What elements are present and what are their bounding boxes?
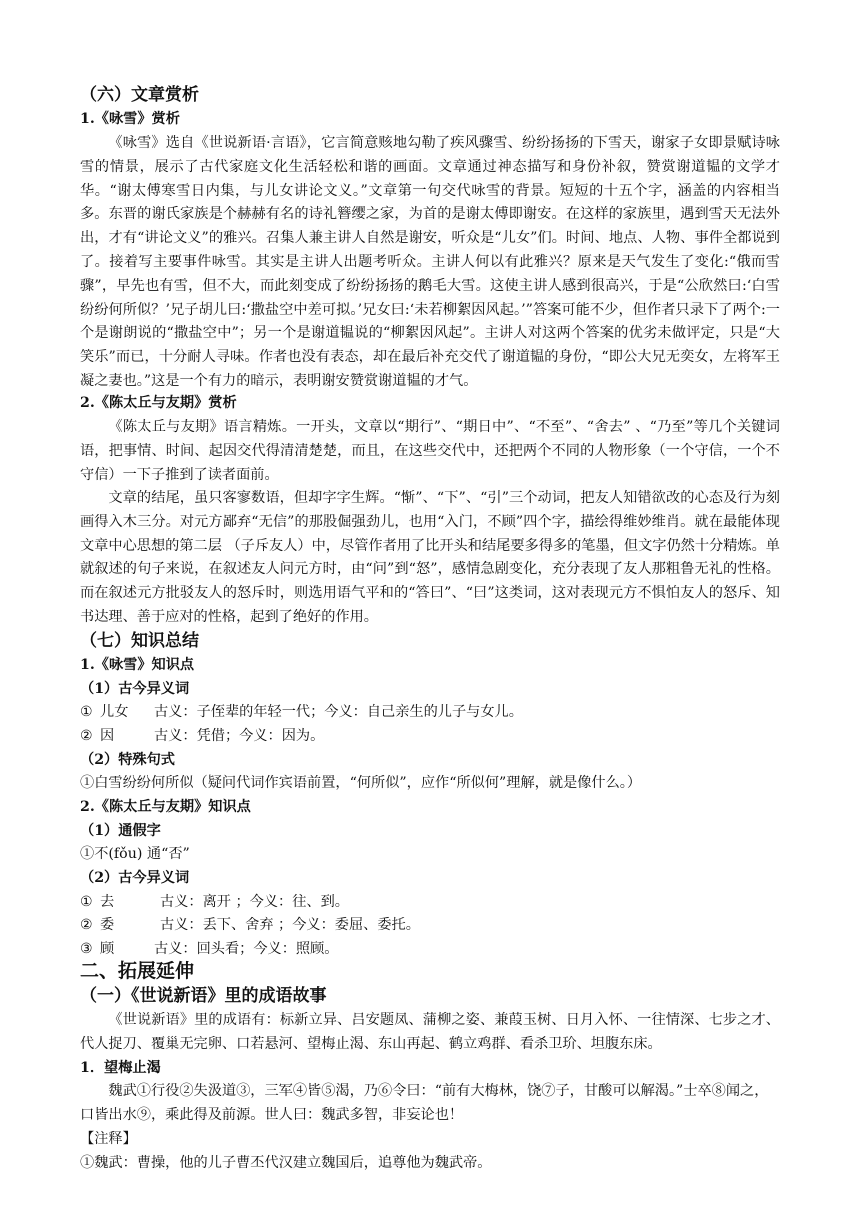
list-item: ①白雪纷纷何所似（疑问代词作宾语前置，“何所似”，应作“所似何”理解，就是像什么。） [80,775,642,791]
subheading-chentaiqiu-appreciation: 2.《陈太丘与友期》赏析 [80,395,237,411]
item-number: ② [80,728,93,744]
item-word: 因 [100,728,115,744]
subheading-idiom-stories: （一）《世说新语》里的成语故事 [80,986,327,1006]
subheading-ancient-modern-meanings: （1）古今异义词 [80,681,190,697]
story-line: 魏武①行役②失汲道③，三军④皆⑤渴，乃⑥令曰：“前有大梅林，饶⑦子，甘酸可以解渴。”士卒⑧闻之， [108,1083,769,1099]
item-definition: 古义：凭借；今义：因为。 [154,728,325,744]
item-definition: 古义：离开 ；今义：往、到。 [160,894,349,910]
list-item [80,725,780,749]
item-number: ③ [80,941,93,957]
list-item [80,891,780,915]
notes-label: 【注释】 [80,1131,137,1147]
section-heading-appreciation: （六）文章赏析 [80,85,199,105]
note-item: ①魏武：曹操，他的儿子曹丕代汉建立魏国后，追尊他为魏武帝。 [80,1155,492,1171]
item-number: ① [80,704,93,720]
subheading-yongxue-appreciation: 1.《咏雪》赏析 [80,111,180,127]
list-item [80,701,780,725]
paragraph-chentaiqiu-intro: 《陈太丘与友期》语言精炼。一开头，文章以“期行”、“期日中”、“不至”、“舍去” 、“乃至”等几个关键词语，把事情、时间、起因交代得清清楚楚，而且，在这些交代中，还把两个不同的人物形象（一个守信，一个不守信）一下子推到了读者面前。 [80,419,780,483]
subheading-interchangeable-char: （1）通假字 [80,823,161,839]
item-definition: 古义：子侄辈的年轻一代；今义：自己亲生的儿子与女儿。 [154,704,523,720]
section-heading-knowledge-summary: （七）知识总结 [80,631,199,651]
list-item [80,938,780,962]
subheading-ancient-modern-meanings-2: （2）古今异义词 [80,870,190,886]
paragraph-chentaiqiu-ending: 文章的结尾，虽只客寥数语，但却字字生辉。“惭”、“下”、“引”三个动词，把友人知错欲改的心态及行为刻画得入木三分。对元方鄙弃“无信”的那股倔强劲儿，也用“入门，不顾”四个字，描绘得维妙维肖。就在最能体现文章中心思想的第二层 （子斥友人）中，尽管作者用了比开头和结尾要多得多的笔墨，但文字仍然十分精炼。单就叙述的句子来说，在叙述友人问元方时，由“问”到“怒”，感情急剧变化，充分表现了友人那粗鲁无礼的性格。而在叙述元方批驳友人的怒斥时，则选用语气平和的“答曰”、“曰”这类词，这对表现元方不惧怕友人的怒斥、知书达理、善于应对的性格，起到了绝好的作用。 [80,490,780,625]
item-number: ② [80,917,93,933]
list-item: ①不(fǒu) 通“否” [80,846,190,862]
section-heading-extension: 二、拓展延伸 [80,960,195,982]
item-number: ① [80,894,93,910]
item-word: 顾 [100,941,115,957]
paragraph-yongxue-appreciation: 《咏雪》选自《世说新语·言语》，它言简意赅地勾勒了疾风骤雪、纷纷扬扬的下雪天，谢家子女即景赋诗咏雪的情景，展示了古代家庭文化生活轻松和谐的画面。文章通过神态描写和身份补叙，赞赏谢道韫的文学才华。“谢太傅寒雪日内集，与儿女讲论文义。”文章第一句交代咏雪的背景。短短的十五个字，涵盖的内容相当多。东晋的谢氏家族是个赫赫有名的诗礼簪缨之家，为首的是谢太傅即谢安。在这样的家族里，遇到雪天无法外出，才有“讲论文义”的雅兴。召集人兼主讲人自然是谢安，听众是“儿女”们。时间、地点、人物、事件全都说到了。接着写主要事件咏雪。其实是主讲人出题考听众。主讲人何以有此雅兴？原来是天气发生了变化:“俄而雪骤”，早先也有雪，但不大，而此刻变成了纷纷扬扬的鹅毛大雪。这使主讲人感到很高兴，于是“公欣然曰:‘白雪纷纷何所似？’兄子胡儿曰:‘撒盐空中差可拟。’兄女曰:‘未若柳絮因风起。’”答案可能不少，但作者只录下了两个:一个是谢朗说的“撒盐空中”；另一个是谢道韫说的“柳絮因风起”。主讲人对这两个答案的优劣未做评定，只是“大笑乐”而已，十分耐人寻味。作者也没有表态，却在最后补充交代了谢道韫的身份，“即公大兄无奕女，左将军王凝之妻也。”这是一个有力的暗示，表明谢安赞赏谢道韫的才气。 [80,135,780,389]
subheading-chentaiqiu-knowledge: 2.《陈太丘与友期》知识点 [80,799,251,815]
item-word: 儿女 [100,704,129,720]
paragraph-idioms-list: 《世说新语》里的成语有：标新立异、吕安题凤、蒲柳之姿、兼葭玉树、日月入怀、一往情深、七步之才、代人捉刀、覆巢无完卵、口若悬河、望梅止渴、东山再起、鹤立鸡群、看杀卫玠、坦腹东床。 [80,1012,780,1052]
item-word: 委 [100,917,115,933]
subheading-special-sentence: （2）特殊句式 [80,752,175,768]
item-word: 去 [100,894,115,910]
item-definition: 古义：丢下、舍弃 ；今义：委屈、委托。 [160,917,420,933]
item-definition: 古义：回头看；今义：照顾。 [154,941,339,957]
subheading-yongxue-knowledge: 1.《咏雪》知识点 [80,657,195,673]
story-line: 口皆出水⑨，乘此得及前源。世人曰：魏武多智，非妄论也！ [80,1107,464,1123]
list-item [80,914,780,938]
subheading-wangmeizhike: 1．望梅止渴 [80,1060,161,1076]
